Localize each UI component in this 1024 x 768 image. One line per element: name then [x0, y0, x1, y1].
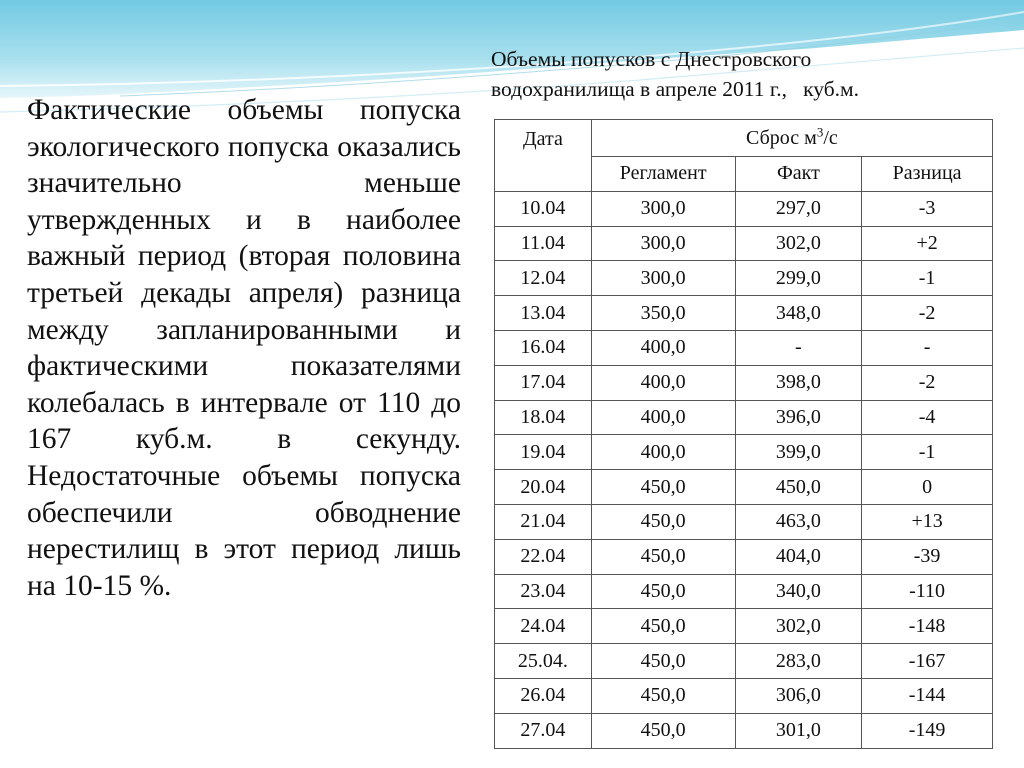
cell-fact: 396,0: [735, 400, 862, 435]
cell-fact: 306,0: [735, 678, 862, 713]
header-date: Дата: [495, 120, 592, 192]
table-row: [495, 435, 993, 470]
cell-fact: 348,0: [735, 296, 862, 331]
cell-difference: 0: [862, 470, 993, 505]
cell-plan: 450,0: [591, 470, 735, 505]
table-row: [495, 504, 993, 539]
cell-fact: 283,0: [735, 644, 862, 679]
cell-fact: 299,0: [735, 261, 862, 296]
cell-fact: 340,0: [735, 574, 862, 609]
body-paragraph: Фактические объемы попуска экологического попуска оказались значительно меньше утвержденных и в наиболее важный период (вторая половина третьей декады апреля) разница между запланированными и фактическими показателями колебалась в интервале от 110 до 167 куб.м. в секунду. Недостаточные объемы попуска обеспечили обводнение нерестилищ в этот период лишь на 10-15 %.: [27, 94, 461, 602]
cell-fact: -: [735, 330, 862, 365]
cell-plan: 450,0: [591, 539, 735, 574]
cell-date: 17.04: [495, 365, 592, 400]
table-row: [495, 296, 993, 331]
table-row: [495, 539, 993, 574]
table-row: [495, 470, 993, 505]
cell-fact: 463,0: [735, 504, 862, 539]
cell-fact: 302,0: [735, 226, 862, 261]
cell-date: 11.04: [495, 226, 592, 261]
cell-date: 20.04: [495, 470, 592, 505]
header-flow-prefix: Сброс м: [746, 126, 817, 149]
cell-difference: -149: [862, 713, 993, 748]
reservoir-release-table: [494, 119, 993, 749]
cell-difference: -2: [862, 365, 993, 400]
cell-difference: -3: [862, 191, 993, 226]
cell-plan: 300,0: [591, 261, 735, 296]
subheader-fact: Факт: [735, 157, 862, 192]
cell-difference: -148: [862, 609, 993, 644]
cell-difference: -167: [862, 644, 993, 679]
cell-fact: 301,0: [735, 713, 862, 748]
cell-fact: 297,0: [735, 191, 862, 226]
cell-date: 19.04: [495, 435, 592, 470]
table-row: [495, 226, 993, 261]
cell-date: 27.04: [495, 713, 592, 748]
cell-difference: -: [862, 330, 993, 365]
cell-plan: 450,0: [591, 678, 735, 713]
cell-date: 24.04: [495, 609, 592, 644]
cell-plan: 350,0: [591, 296, 735, 331]
table-row: [495, 400, 993, 435]
cell-fact: 450,0: [735, 470, 862, 505]
cell-date: 13.04: [495, 296, 592, 331]
cell-difference: -1: [862, 435, 993, 470]
cell-difference: -39: [862, 539, 993, 574]
cell-plan: 400,0: [591, 330, 735, 365]
table-row: [495, 365, 993, 400]
table-caption: [491, 44, 1011, 104]
header-flow-sup: 3: [816, 123, 824, 139]
cell-plan: 400,0: [591, 365, 735, 400]
table-row: [495, 574, 993, 609]
table-row: [495, 609, 993, 644]
cell-date: 26.04: [495, 678, 592, 713]
table-row: [495, 261, 993, 296]
cell-difference: -1: [862, 261, 993, 296]
cell-plan: 400,0: [591, 400, 735, 435]
cell-plan: 450,0: [591, 644, 735, 679]
cell-plan: 450,0: [591, 574, 735, 609]
table-row: [495, 330, 993, 365]
cell-date: 10.04: [495, 191, 592, 226]
subheader-difference: Разница: [862, 157, 993, 192]
cell-plan: 300,0: [591, 191, 735, 226]
cell-difference: +13: [862, 504, 993, 539]
cell-fact: 404,0: [735, 539, 862, 574]
cell-date: 25.04.: [495, 644, 592, 679]
table-header-row: [495, 120, 993, 157]
table-row: [495, 713, 993, 748]
cell-difference: -144: [862, 678, 993, 713]
table-row: [495, 644, 993, 679]
cell-plan: 450,0: [591, 713, 735, 748]
table-row: [495, 678, 993, 713]
cell-date: 21.04: [495, 504, 592, 539]
cell-difference: -110: [862, 574, 993, 609]
cell-date: 18.04: [495, 400, 592, 435]
cell-fact: 302,0: [735, 609, 862, 644]
cell-difference: +2: [862, 226, 993, 261]
subheader-plan: Регламент: [591, 157, 735, 192]
cell-difference: -4: [862, 400, 993, 435]
cell-plan: 400,0: [591, 435, 735, 470]
cell-fact: 398,0: [735, 365, 862, 400]
header-flow-suffix: /с: [823, 126, 838, 149]
header-flow: [591, 120, 992, 157]
caption-line-1: Объемы попусков с Днестровского: [491, 47, 812, 71]
cell-plan: 450,0: [591, 609, 735, 644]
table-row: [495, 191, 993, 226]
cell-date: 12.04: [495, 261, 592, 296]
cell-plan: 450,0: [591, 504, 735, 539]
caption-line-2: водохранилища в апреле 2011 г., куб.м.: [491, 77, 860, 101]
cell-date: 23.04: [495, 574, 592, 609]
cell-fact: 399,0: [735, 435, 862, 470]
cell-date: 22.04: [495, 539, 592, 574]
cell-date: 16.04: [495, 330, 592, 365]
cell-plan: 300,0: [591, 226, 735, 261]
cell-difference: -2: [862, 296, 993, 331]
